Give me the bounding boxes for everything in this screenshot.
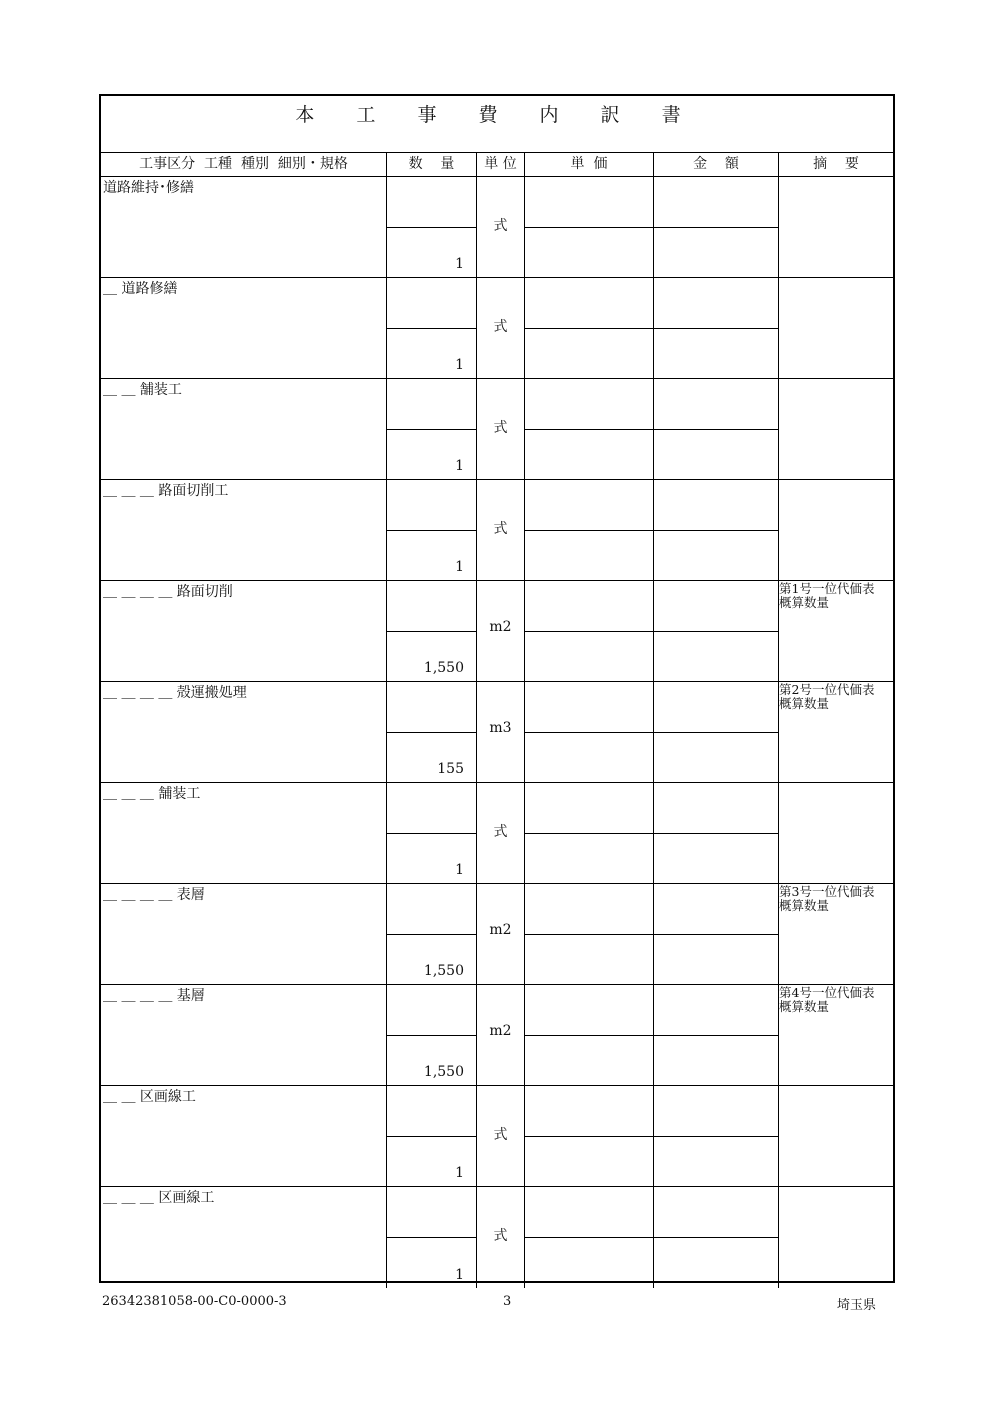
note-cell <box>778 783 893 883</box>
table-body <box>101 177 893 1288</box>
cell-divider <box>387 429 476 430</box>
quantity-value: 155 <box>437 761 464 777</box>
amount-cell <box>653 682 778 782</box>
item-name-cell <box>101 278 386 378</box>
document-title: 本 工 事 費 内 訳 書 <box>295 104 699 126</box>
note-cell <box>778 682 893 782</box>
quantity-value: 1 <box>455 256 464 272</box>
amount-cell <box>653 783 778 883</box>
item-name-cell <box>101 1187 386 1288</box>
cell-divider <box>387 833 476 834</box>
cell-divider <box>654 530 778 531</box>
unit-cell <box>476 480 524 580</box>
cell-divider <box>525 429 653 430</box>
note-cell <box>778 581 893 681</box>
header-name: 工事区分 工種 種別 細別・規格 <box>139 156 348 172</box>
unit-value: m2 <box>489 922 512 938</box>
note-value: 第1号一位代価表 概算数量 <box>779 581 875 610</box>
cell-divider <box>525 227 653 228</box>
quantity-value: 1,550 <box>423 963 464 979</box>
cell-divider <box>654 732 778 733</box>
quantity-cell <box>386 783 476 883</box>
header-note: 摘 要 <box>778 153 893 176</box>
cell-divider <box>525 631 653 632</box>
unit-price-cell <box>524 783 653 883</box>
unit-value: 式 <box>493 1127 508 1143</box>
item-name: ＿ ＿ ＿ ＿ 殻運搬処理 <box>103 685 247 701</box>
cell-divider <box>387 1035 476 1036</box>
table-row <box>101 783 893 884</box>
item-name-cell <box>101 1086 386 1186</box>
unit-cell <box>476 278 524 378</box>
cell-divider <box>525 530 653 531</box>
table-row <box>101 884 893 985</box>
cell-divider <box>387 934 476 935</box>
table-row <box>101 1086 893 1187</box>
quantity-value: 1 <box>455 458 464 474</box>
cell-divider <box>387 227 476 228</box>
unit-cell <box>476 783 524 883</box>
page-number: 3 <box>503 1294 512 1309</box>
note-value: 第4号一位代価表 概算数量 <box>779 985 875 1014</box>
unit-cell <box>476 177 524 277</box>
quantity-cell <box>386 682 476 782</box>
cell-divider <box>387 1237 476 1238</box>
quantity-value: 1 <box>455 357 464 373</box>
cell-divider <box>525 328 653 329</box>
cell-divider <box>525 833 653 834</box>
quantity-cell <box>386 1187 476 1288</box>
quantity-cell <box>386 985 476 1085</box>
amount-cell <box>653 379 778 479</box>
cell-divider <box>654 631 778 632</box>
item-name: ＿ ＿ 区画線工 <box>103 1089 196 1105</box>
unit-price-cell <box>524 1086 653 1186</box>
amount-cell <box>653 581 778 681</box>
header-qty: 数 量 <box>386 153 476 176</box>
quantity-cell <box>386 278 476 378</box>
unit-value: m2 <box>489 619 512 635</box>
item-name-cell <box>101 682 386 782</box>
table-row <box>101 177 893 278</box>
unit-value: 式 <box>493 521 508 537</box>
cell-divider <box>654 227 778 228</box>
note-value: 第3号一位代価表 概算数量 <box>779 884 875 913</box>
quantity-cell <box>386 1086 476 1186</box>
item-name-cell <box>101 884 386 984</box>
cell-divider <box>387 1136 476 1137</box>
cell-divider <box>654 328 778 329</box>
cell-divider <box>654 934 778 935</box>
unit-price-cell <box>524 985 653 1085</box>
table-row <box>101 985 893 1086</box>
item-name: ＿ ＿ ＿ ＿ 表層 <box>103 887 205 903</box>
item-name: ＿ ＿ 舗装工 <box>103 382 182 398</box>
table-row <box>101 379 893 480</box>
table-row <box>101 480 893 581</box>
note-value: 第2号一位代価表 概算数量 <box>779 682 875 711</box>
quantity-cell <box>386 379 476 479</box>
note-cell <box>778 1187 893 1288</box>
cell-divider <box>525 732 653 733</box>
quantity-value: 1 <box>455 862 464 878</box>
quantity-cell <box>386 480 476 580</box>
unit-price-cell <box>524 177 653 277</box>
amount-cell <box>653 278 778 378</box>
note-cell <box>778 177 893 277</box>
item-name-cell <box>101 177 386 277</box>
document-code: 26342381058-00-C0-0000-3 <box>102 1294 287 1309</box>
item-name-cell <box>101 783 386 883</box>
unit-value: m3 <box>489 720 512 736</box>
amount-cell <box>653 480 778 580</box>
quantity-cell <box>386 884 476 984</box>
item-name: ＿ ＿ ＿ 路面切削工 <box>103 483 229 499</box>
table-row <box>101 278 893 379</box>
note-cell <box>778 480 893 580</box>
item-name: ＿ ＿ ＿ ＿ 路面切削 <box>103 584 233 600</box>
note-cell <box>778 1086 893 1186</box>
item-name: ＿ ＿ ＿ 区画線工 <box>103 1190 215 1206</box>
issuer-name: 埼玉県 <box>837 1298 877 1313</box>
item-name: 道路維持･修繕 <box>103 180 194 196</box>
note-cell <box>778 379 893 479</box>
unit-price-cell <box>524 581 653 681</box>
item-name-cell <box>101 581 386 681</box>
estimate-sheet <box>99 94 895 1283</box>
quantity-cell <box>386 177 476 277</box>
quantity-value: 1 <box>455 1267 464 1283</box>
table-row <box>101 682 893 783</box>
cell-divider <box>387 530 476 531</box>
cell-divider <box>387 631 476 632</box>
unit-value: 式 <box>493 1228 508 1244</box>
table-row <box>101 581 893 682</box>
unit-value: 式 <box>493 824 508 840</box>
unit-price-cell <box>524 1187 653 1288</box>
amount-cell <box>653 177 778 277</box>
amount-cell <box>653 1187 778 1288</box>
quantity-value: 1 <box>455 1165 464 1181</box>
unit-cell <box>476 682 524 782</box>
unit-value: 式 <box>493 218 508 234</box>
unit-price-cell <box>524 480 653 580</box>
unit-price-cell <box>524 278 653 378</box>
quantity-cell <box>386 581 476 681</box>
unit-value: m2 <box>489 1023 512 1039</box>
cell-divider <box>654 1136 778 1137</box>
amount-cell <box>653 985 778 1085</box>
amount-cell <box>653 884 778 984</box>
unit-cell <box>476 379 524 479</box>
unit-price-cell <box>524 379 653 479</box>
cell-divider <box>387 328 476 329</box>
cell-divider <box>525 934 653 935</box>
unit-price-cell <box>524 884 653 984</box>
item-name-cell <box>101 379 386 479</box>
item-name: ＿ ＿ ＿ ＿ 基層 <box>103 988 205 1004</box>
item-name: ＿ 道路修繕 <box>103 281 178 297</box>
unit-price-cell <box>524 682 653 782</box>
cell-divider <box>525 1237 653 1238</box>
note-cell <box>778 884 893 984</box>
unit-value: 式 <box>493 319 508 335</box>
unit-cell <box>476 581 524 681</box>
quantity-value: 1,550 <box>423 1064 464 1080</box>
item-name-cell <box>101 985 386 1085</box>
note-cell <box>778 278 893 378</box>
table-row <box>101 1187 893 1288</box>
cell-divider <box>654 833 778 834</box>
header-amount: 金 額 <box>653 153 778 176</box>
cell-divider <box>387 732 476 733</box>
cell-divider <box>525 1136 653 1137</box>
unit-cell <box>476 985 524 1085</box>
cell-divider <box>654 429 778 430</box>
header-price: 単 価 <box>524 153 653 176</box>
unit-cell <box>476 884 524 984</box>
header-unit: 単 位 <box>476 153 524 176</box>
item-name: ＿ ＿ ＿ 舗装工 <box>103 786 201 802</box>
quantity-value: 1,550 <box>423 660 464 676</box>
table-header <box>101 152 893 177</box>
unit-cell <box>476 1187 524 1288</box>
cell-divider <box>654 1035 778 1036</box>
amount-cell <box>653 1086 778 1186</box>
note-cell <box>778 985 893 1085</box>
item-name-cell <box>101 480 386 580</box>
unit-value: 式 <box>493 420 508 436</box>
quantity-value: 1 <box>455 559 464 575</box>
cell-divider <box>654 1237 778 1238</box>
unit-cell <box>476 1086 524 1186</box>
cell-divider <box>525 1035 653 1036</box>
